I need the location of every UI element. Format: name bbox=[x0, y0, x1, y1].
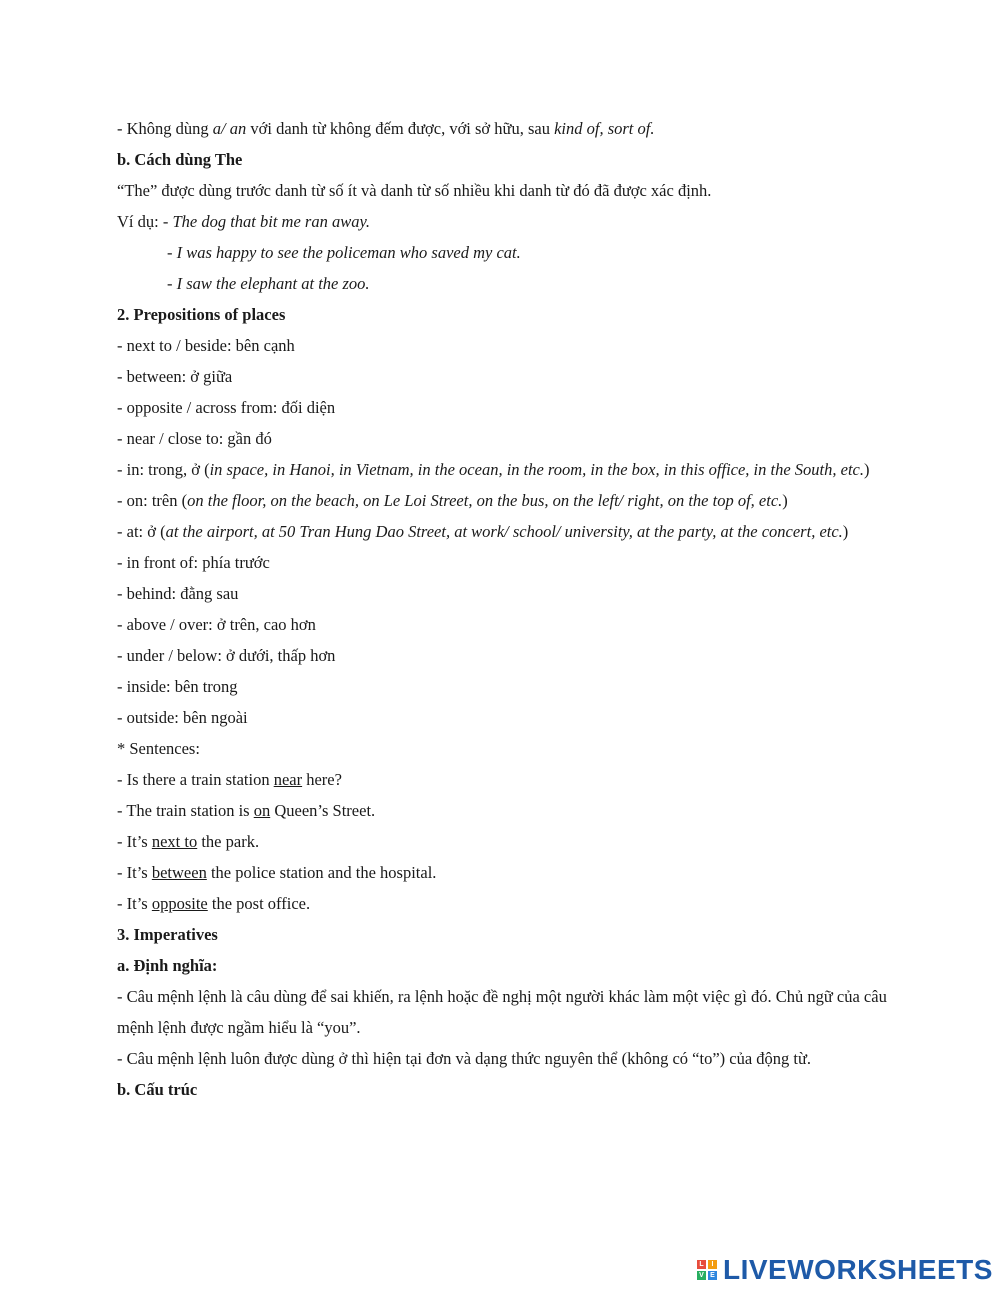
heading-prepositions: 2. Prepositions of places bbox=[117, 305, 286, 324]
list-item: - near / close to: gần đó bbox=[117, 429, 272, 448]
list-item: - between: ở giữa bbox=[117, 367, 233, 386]
list-item: - behind: đằng sau bbox=[117, 584, 239, 603]
sentence-line: - It’s next to the park. bbox=[117, 832, 260, 851]
example-line: - I was happy to see the policeman who saved my cat. bbox=[167, 243, 521, 262]
liveworksheets-logo-icon: L I V E bbox=[697, 1260, 717, 1280]
text-line: - Câu mệnh lệnh luôn được dùng ở thì hiện tại đơn và dạng thức nguyên thể (không có “to”) của động từ. bbox=[117, 1049, 812, 1068]
sentence-line: - It’s opposite the post office. bbox=[117, 894, 311, 913]
list-item: - next to / beside: bên cạnh bbox=[117, 336, 295, 355]
heading-imperatives: 3. Imperatives bbox=[117, 925, 218, 944]
list-item: - above / over: ở trên, cao hơn bbox=[117, 615, 316, 634]
list-item: - at: ở (at the airport, at 50 Tran Hung Dao Street, at work/ school/ university, at the party, at the concert, etc.) bbox=[117, 522, 849, 541]
sentences-label: * Sentences: bbox=[117, 739, 200, 758]
text-line: - Không dùng a/ an với danh từ không đếm được, với sở hữu, sau kind of, sort of. bbox=[117, 119, 655, 138]
document-body bbox=[117, 113, 887, 1105]
heading-structure: b. Cấu trúc bbox=[117, 1080, 198, 1099]
text-line: - Câu mệnh lệnh là câu dùng để sai khiến, ra lệnh hoặc đề nghị một người khác làm một việc gì đó. Chủ ngữ của câu mệnh lệnh được ngầm hiểu là “you”. bbox=[117, 987, 887, 1037]
sentence-line: - It’s between the police station and the hospital. bbox=[117, 863, 437, 882]
list-item: - under / below: ở dưới, thấp hơn bbox=[117, 646, 336, 665]
list-item: - outside: bên ngoài bbox=[117, 708, 248, 727]
example-line: - I saw the elephant at the zoo. bbox=[167, 274, 370, 293]
liveworksheets-logo[interactable] bbox=[697, 1252, 993, 1288]
example-line: Ví dụ: - The dog that bit me ran away. bbox=[117, 212, 371, 231]
sentence-line: - Is there a train station near here? bbox=[117, 770, 342, 789]
list-item: - in front of: phía trước bbox=[117, 553, 270, 572]
sentence-line: - The train station is on Queen’s Street. bbox=[117, 801, 376, 820]
heading-the-usage: b. Cách dùng The bbox=[117, 150, 243, 169]
list-item: - inside: bên trong bbox=[117, 677, 238, 696]
heading-definition: a. Định nghĩa: bbox=[117, 956, 218, 975]
list-item: - opposite / across from: đối diện bbox=[117, 398, 336, 417]
list-item: - in: trong, ở (in space, in Hanoi, in Vietnam, in the ocean, in the room, in the box, in this office, in the South, etc.) bbox=[117, 460, 870, 479]
logo-text: LIVEWORKSHEETS bbox=[723, 1254, 993, 1285]
list-item: - on: trên (on the floor, on the beach, on Le Loi Street, on the bus, on the left/ right, on the top of, etc.) bbox=[117, 491, 788, 510]
text-line: “The” được dùng trước danh từ số ít và danh từ số nhiều khi danh từ đó đã được xác định. bbox=[117, 181, 712, 200]
